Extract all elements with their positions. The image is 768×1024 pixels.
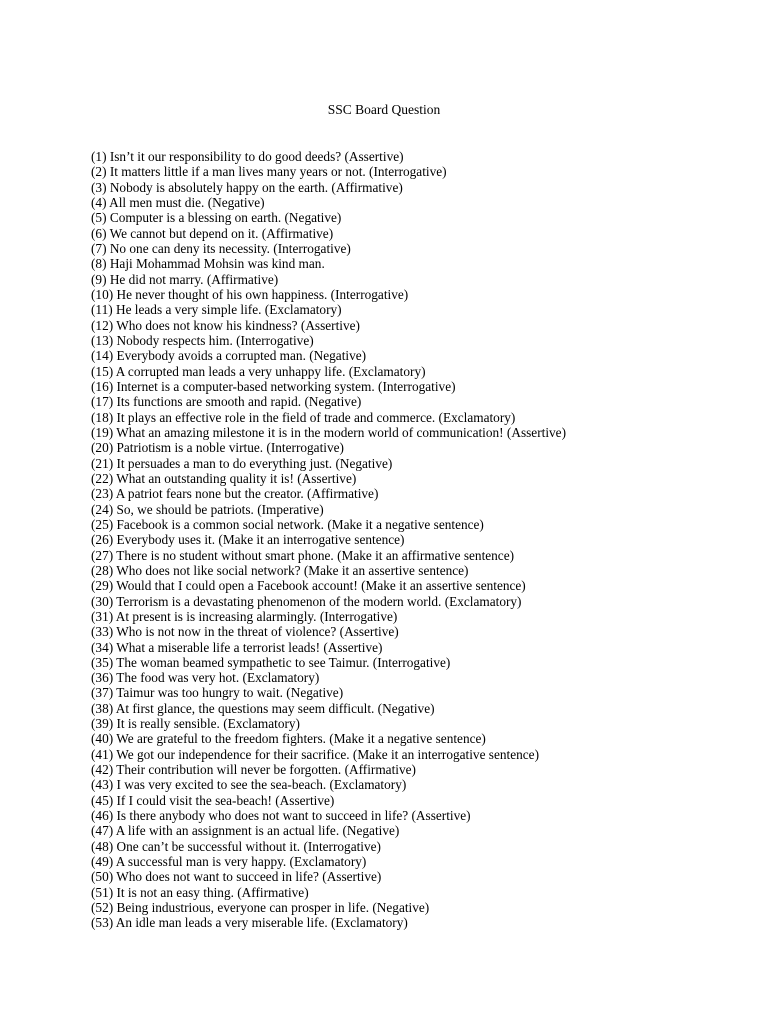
question-item: (38) At first glance, the questions may seem difficult. (Negative) <box>91 700 435 716</box>
question-item: (24) So, we should be patriots. (Imperative) <box>91 501 324 517</box>
question-item: (23) A patriot fears none but the creator. (Affirmative) <box>91 486 379 502</box>
question-item: (19) What an amazing milestone it is in the modern world of communication! (Assertive) <box>91 424 566 440</box>
question-item: (52) Being industrious, everyone can prosper in life. (Negative) <box>91 900 430 916</box>
question-item: (36) The food was very hot. (Exclamatory) <box>91 670 320 686</box>
question-item: (27) There is no student without smart phone. (Make it an affirmative sentence) <box>91 547 515 563</box>
question-item: (16) Internet is a computer-based networking system. (Interrogative) <box>91 378 456 394</box>
question-item: (1) Isn’t it our responsibility to do good deeds? (Assertive) <box>91 149 404 164</box>
question-item: (30) Terrorism is a devastating phenomenon of the modern world. (Exclamatory) <box>91 593 522 609</box>
question-item: (53) An idle man leads a very miserable life. (Exclamatory) <box>91 915 408 931</box>
question-item: (39) It is really sensible. (Exclamatory) <box>91 716 300 732</box>
page-title: SSC Board Question <box>327 102 441 117</box>
question-item: (25) Facebook is a common social network. (Make it a negative sentence) <box>91 516 484 532</box>
question-item: (31) At present is is increasing alarmingly. (Interrogative) <box>91 608 398 624</box>
question-item: (41) We got our independence for their sacrifice. (Make it an interrogative sentence) <box>91 746 539 762</box>
question-item: (42) Their contribution will never be forgotten. (Affirmative) <box>91 762 416 778</box>
question-item: (12) Who does not know his kindness? (Assertive) <box>91 317 360 333</box>
question-item: (37) Taimur was too hungry to wait. (Negative) <box>91 685 344 701</box>
question-item: (6) We cannot but depend on it. (Affirmative) <box>91 225 334 241</box>
question-item: (40) We are grateful to the freedom fighters. (Make it a negative sentence) <box>91 731 486 747</box>
question-item: (48) One can’t be successful without it. (Interrogative) <box>91 838 381 854</box>
question-item: (9) He did not marry. (Affirmative) <box>91 271 279 287</box>
question-item: (51) It is not an easy thing. (Affirmative) <box>91 884 309 900</box>
question-item: (8) Haji Mohammad Mohsin was kind man. <box>91 256 325 272</box>
question-item: (17) Its functions are smooth and rapid. (Negative) <box>91 394 362 410</box>
question-item: (13) Nobody respects him. (Interrogative) <box>91 332 314 348</box>
question-item: (47) A life with an assignment is an actual life. (Negative) <box>91 823 400 839</box>
question-item: (21) It persuades a man to do everything just. (Negative) <box>91 455 393 471</box>
question-item: (3) Nobody is absolutely happy on the earth. (Affirmative) <box>91 179 403 195</box>
question-item: (29) Would that I could open a Facebook account! (Make it an assertive sentence) <box>91 578 526 594</box>
question-list <box>91 149 751 931</box>
question-item: (15) A corrupted man leads a very unhappy life. (Exclamatory) <box>91 363 426 379</box>
question-item: (20) Patriotism is a noble virtue. (Interrogative) <box>91 440 344 456</box>
question-item: (5) Computer is a blessing on earth. (Negative) <box>91 210 342 226</box>
question-item: (4) All men must die. (Negative) <box>91 194 265 210</box>
question-item: (50) Who does not want to succeed in life? (Assertive) <box>91 869 382 885</box>
question-item: (14) Everybody avoids a corrupted man. (Negative) <box>91 348 367 364</box>
question-item: (2) It matters little if a man lives many years or not. (Interrogative) <box>91 164 447 180</box>
question-item: (22) What an outstanding quality it is! (Assertive) <box>91 470 357 486</box>
question-item: (45) If I could visit the sea-beach! (Assertive) <box>91 792 335 808</box>
question-item: (18) It plays an effective role in the field of trade and commerce. (Exclamatory) <box>91 409 516 425</box>
question-item: (33) Who is not now in the threat of violence? (Assertive) <box>91 624 399 640</box>
question-item: (34) What a miserable life a terrorist leads! (Assertive) <box>91 639 383 655</box>
question-item: (10) He never thought of his own happiness. (Interrogative) <box>91 286 409 302</box>
question-item: (43) I was very excited to see the sea-beach. (Exclamatory) <box>91 777 407 793</box>
question-item: (49) A successful man is very happy. (Exclamatory) <box>91 854 367 870</box>
question-item: (11) He leads a very simple life. (Exclamatory) <box>91 302 342 318</box>
question-item: (26) Everybody uses it. (Make it an interrogative sentence) <box>91 532 405 548</box>
question-item: (28) Who does not like social network? (Make it an assertive sentence) <box>91 562 469 578</box>
question-item: (7) No one can deny its necessity. (Interrogative) <box>91 240 351 256</box>
question-item: (35) The woman beamed sympathetic to see Taimur. (Interrogative) <box>91 654 451 670</box>
question-item: (46) Is there anybody who does not want to succeed in life? (Assertive) <box>91 808 471 824</box>
